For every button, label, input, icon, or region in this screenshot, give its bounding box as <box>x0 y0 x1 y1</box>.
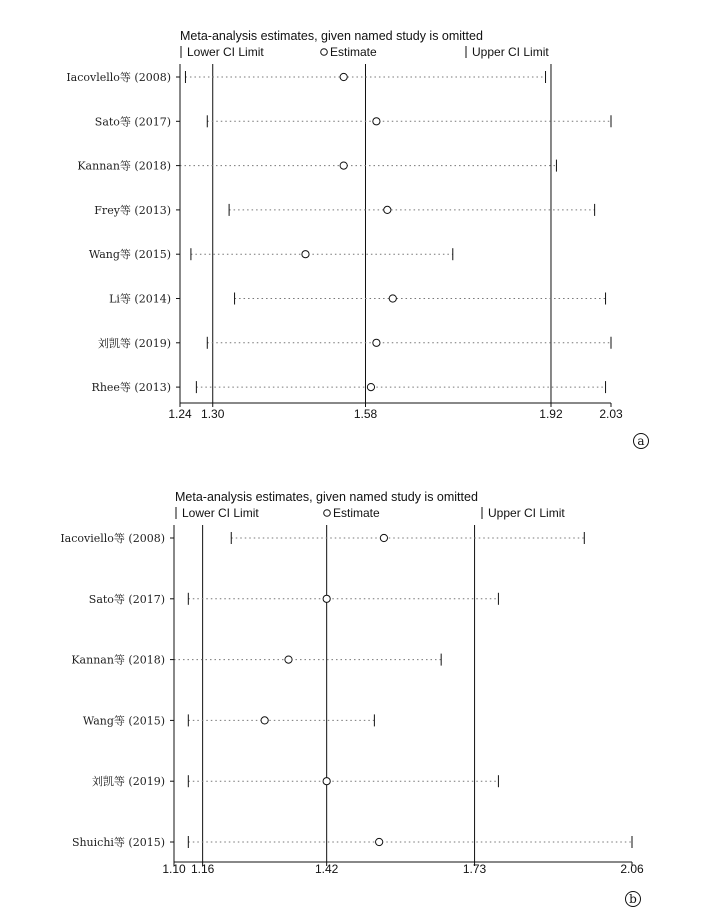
panel-b-estimate-point <box>261 717 268 724</box>
panel-b-estimate-point <box>376 838 383 845</box>
panel-b-title: Meta-analysis estimates, given named study is omitted <box>175 490 478 504</box>
panel-a-study-label: Iacovlello等 (2008) <box>66 71 171 84</box>
panel-a-study-label: 刘凯等 (2019) <box>97 336 171 350</box>
panel-a-plot <box>66 64 623 421</box>
panel-b-x-tick-label: 1.42 <box>314 862 339 876</box>
panel-b <box>60 490 644 907</box>
panel-a <box>66 29 648 449</box>
panel-a-x-tick-label: 1.24 <box>168 407 192 421</box>
panel-a-x-tick-label: 1.92 <box>539 407 563 421</box>
panel-b-legend-upper: Upper CI Limit <box>488 506 565 520</box>
panel-a-study-label: Frey等 (2013) <box>94 203 171 217</box>
panel-a-estimate-point <box>367 384 374 391</box>
panel-a-legend-estimate: Estimate <box>330 45 377 59</box>
panel-a-study-label: Wang等 (2015) <box>88 248 171 262</box>
panel-b-study-label: Sato等 (2017) <box>88 592 165 606</box>
panel-b-x-tick-label: 1.10 <box>162 862 186 876</box>
panel-a-study-label: Sato等 (2017) <box>94 115 171 129</box>
panel-a-study-label: Li等 (2014) <box>109 292 171 306</box>
panel-b-estimate-point <box>323 595 330 602</box>
panel-a-legend-upper: Upper CI Limit <box>472 45 549 59</box>
panel-b-study-label: Kannan等 (2018) <box>71 653 165 667</box>
panel-b-estimate-point <box>285 656 292 663</box>
panel-a-study-label: Rhee等 (2013) <box>91 381 171 395</box>
panel-a-x-tick-label: 2.03 <box>599 407 623 421</box>
panel-a-estimate-point <box>373 339 380 346</box>
estimate-legend-marker <box>321 49 328 56</box>
panel-a-legend-lower: Lower CI Limit <box>187 45 264 59</box>
panel-b-x-tick-label: 1.16 <box>190 862 215 876</box>
panel-a-title: Meta-analysis estimates, given named study is omitted <box>180 29 483 43</box>
panel-a-x-tick-label: 1.30 <box>201 407 225 421</box>
panel-a-letter: a <box>637 434 645 448</box>
panel-b-study-label: Iacoviello等 (2008) <box>60 532 165 545</box>
panel-a-study-label: Kannan等 (2018) <box>77 159 171 173</box>
panel-b-study-label: 刘凯等 (2019) <box>91 775 165 789</box>
panel-b-plot <box>60 525 644 876</box>
panel-a-estimate-point <box>340 73 347 80</box>
panel-b-study-label: Wang等 (2015) <box>82 714 165 728</box>
panel-b-legend-lower: Lower CI Limit <box>182 506 259 520</box>
panel-a-x-tick-label: 1.58 <box>353 407 378 421</box>
panel-b-x-tick-label: 1.73 <box>462 862 487 876</box>
panel-b-legend-estimate: Estimate <box>333 506 380 520</box>
panel-a-estimate-point <box>373 118 380 125</box>
panel-b-study-label: Shuichi等 (2015) <box>71 836 165 849</box>
panel-a-label <box>634 434 649 449</box>
panel-b-x-tick-label: 2.06 <box>620 862 644 876</box>
panel-b-label <box>626 892 641 907</box>
panel-b-letter: b <box>629 892 637 906</box>
panel-b-estimate-point <box>323 778 330 785</box>
panel-a-estimate-point <box>340 162 347 169</box>
panel-a-legend <box>181 45 549 59</box>
panel-a-estimate-point <box>384 206 391 213</box>
panel-a-estimate-point <box>389 295 396 302</box>
panel-a-estimate-point <box>302 251 309 258</box>
panel-b-legend <box>176 506 565 520</box>
estimate-legend-marker <box>324 510 331 517</box>
panel-b-estimate-point <box>380 534 387 541</box>
